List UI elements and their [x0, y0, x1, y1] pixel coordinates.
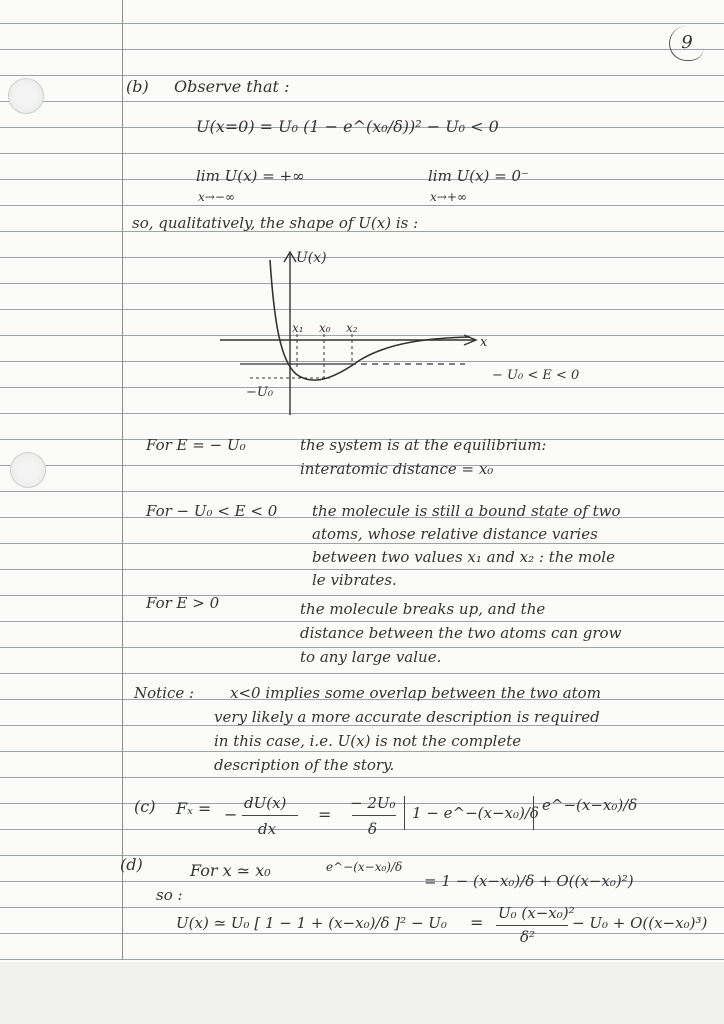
- force-equals: =: [318, 805, 332, 824]
- limit-right: lim U(x) = 0⁻: [428, 167, 529, 185]
- case-2-line-2: atoms, whose relative distance varies: [312, 525, 598, 543]
- page-number: 9: [669, 26, 704, 61]
- notice-line-1: x<0 implies some overlap between the two atom: [230, 684, 601, 702]
- limit-right-subscript: x→+∞: [430, 190, 467, 204]
- binder-hole-middle: [10, 452, 46, 488]
- part-d-label: (d): [120, 855, 143, 874]
- binder-hole-top: [8, 78, 44, 114]
- potential-energy-graph: [200, 240, 600, 420]
- case-2-line-3: between two values x₁ and x₂ : the mole: [312, 548, 615, 566]
- coef-numerator: − 2U₀: [350, 794, 396, 812]
- notice-label: Notice :: [134, 684, 195, 702]
- case-1-line-1: the system is at the equilibrium:: [300, 436, 547, 454]
- case-1-condition: For E = − U₀: [146, 436, 246, 454]
- minus-u0-label: −U₀: [246, 385, 274, 400]
- coef-denominator: δ: [368, 820, 378, 838]
- limit-left-subscript: x→−∞: [198, 190, 235, 204]
- margin-line: [122, 0, 123, 960]
- page-bottom-strip: [0, 962, 724, 1024]
- exp-lhs: e^−(x−x₀)/δ: [326, 860, 403, 874]
- case-2-condition: For − U₀ < E < 0: [146, 502, 278, 520]
- u-denominator: δ²: [520, 928, 536, 946]
- u-fraction-bar: [496, 925, 568, 926]
- force-bracket-content: 1 − e^−(x−x₀)/δ: [412, 804, 539, 822]
- notice-line-3: in this case, i.e. U(x) is not the complete: [214, 732, 522, 750]
- limit-left: lim U(x) = +∞: [196, 167, 305, 185]
- tick-x1: x₁: [292, 321, 304, 335]
- y-axis-label: U(x): [296, 250, 327, 266]
- x-axis-label: x: [480, 335, 488, 350]
- du-fraction-bar: [242, 815, 298, 816]
- case-3-line-2: distance between the two atoms can grow: [300, 624, 622, 642]
- u-approx-equals: =: [470, 913, 484, 932]
- case-2-line-1: the molecule is still a bound state of two: [312, 502, 621, 520]
- force-symbol: Fₓ =: [176, 799, 212, 818]
- case-3-condition: For E > 0: [146, 594, 220, 612]
- u-tail: − U₀ + O((x−x₀)³): [572, 914, 708, 932]
- case-3-line-1: the molecule breaks up, and the: [300, 600, 546, 618]
- du-numerator: dU(x): [244, 794, 287, 812]
- equation-u-at-zero: U(x=0) = U₀ (1 − e^(x₀/δ))² − U₀ < 0: [196, 117, 499, 136]
- u-approximation: U(x) ≃ U₀ [ 1 − 1 + (x−x₀)/δ ]² − U₀: [176, 914, 447, 932]
- part-b-label: (b): [126, 77, 149, 96]
- tick-x2: x₂: [346, 321, 358, 335]
- part-b-intro: Observe that :: [174, 77, 290, 96]
- dx-denominator: dx: [258, 820, 277, 838]
- shape-sentence: so, qualitatively, the shape of U(x) is :: [132, 214, 419, 232]
- part-c-label: (c): [134, 797, 156, 816]
- notice-line-4: description of the story.: [214, 756, 395, 774]
- tick-x0: x₀: [319, 321, 331, 335]
- exp-expansion: = 1 − (x−x₀)/δ + O((x−x₀)²): [424, 872, 634, 890]
- force-minus: −: [224, 805, 238, 824]
- case-1-line-2: interatomic distance = x₀: [300, 460, 494, 478]
- approx-condition: For x ≃ x₀: [190, 861, 271, 880]
- coef-fraction-bar: [352, 815, 396, 816]
- notice-line-2: very likely a more accurate description is required: [214, 708, 600, 726]
- energy-range-label: − U₀ < E < 0: [492, 368, 580, 383]
- so-label: so :: [156, 886, 183, 904]
- force-tail-exponential: e^−(x−x₀)/δ: [542, 796, 638, 814]
- case-3-line-3: to any large value.: [300, 648, 442, 666]
- u-numerator: U₀ (x−x₀)²: [498, 904, 575, 922]
- case-2-line-4: le vibrates.: [312, 571, 397, 589]
